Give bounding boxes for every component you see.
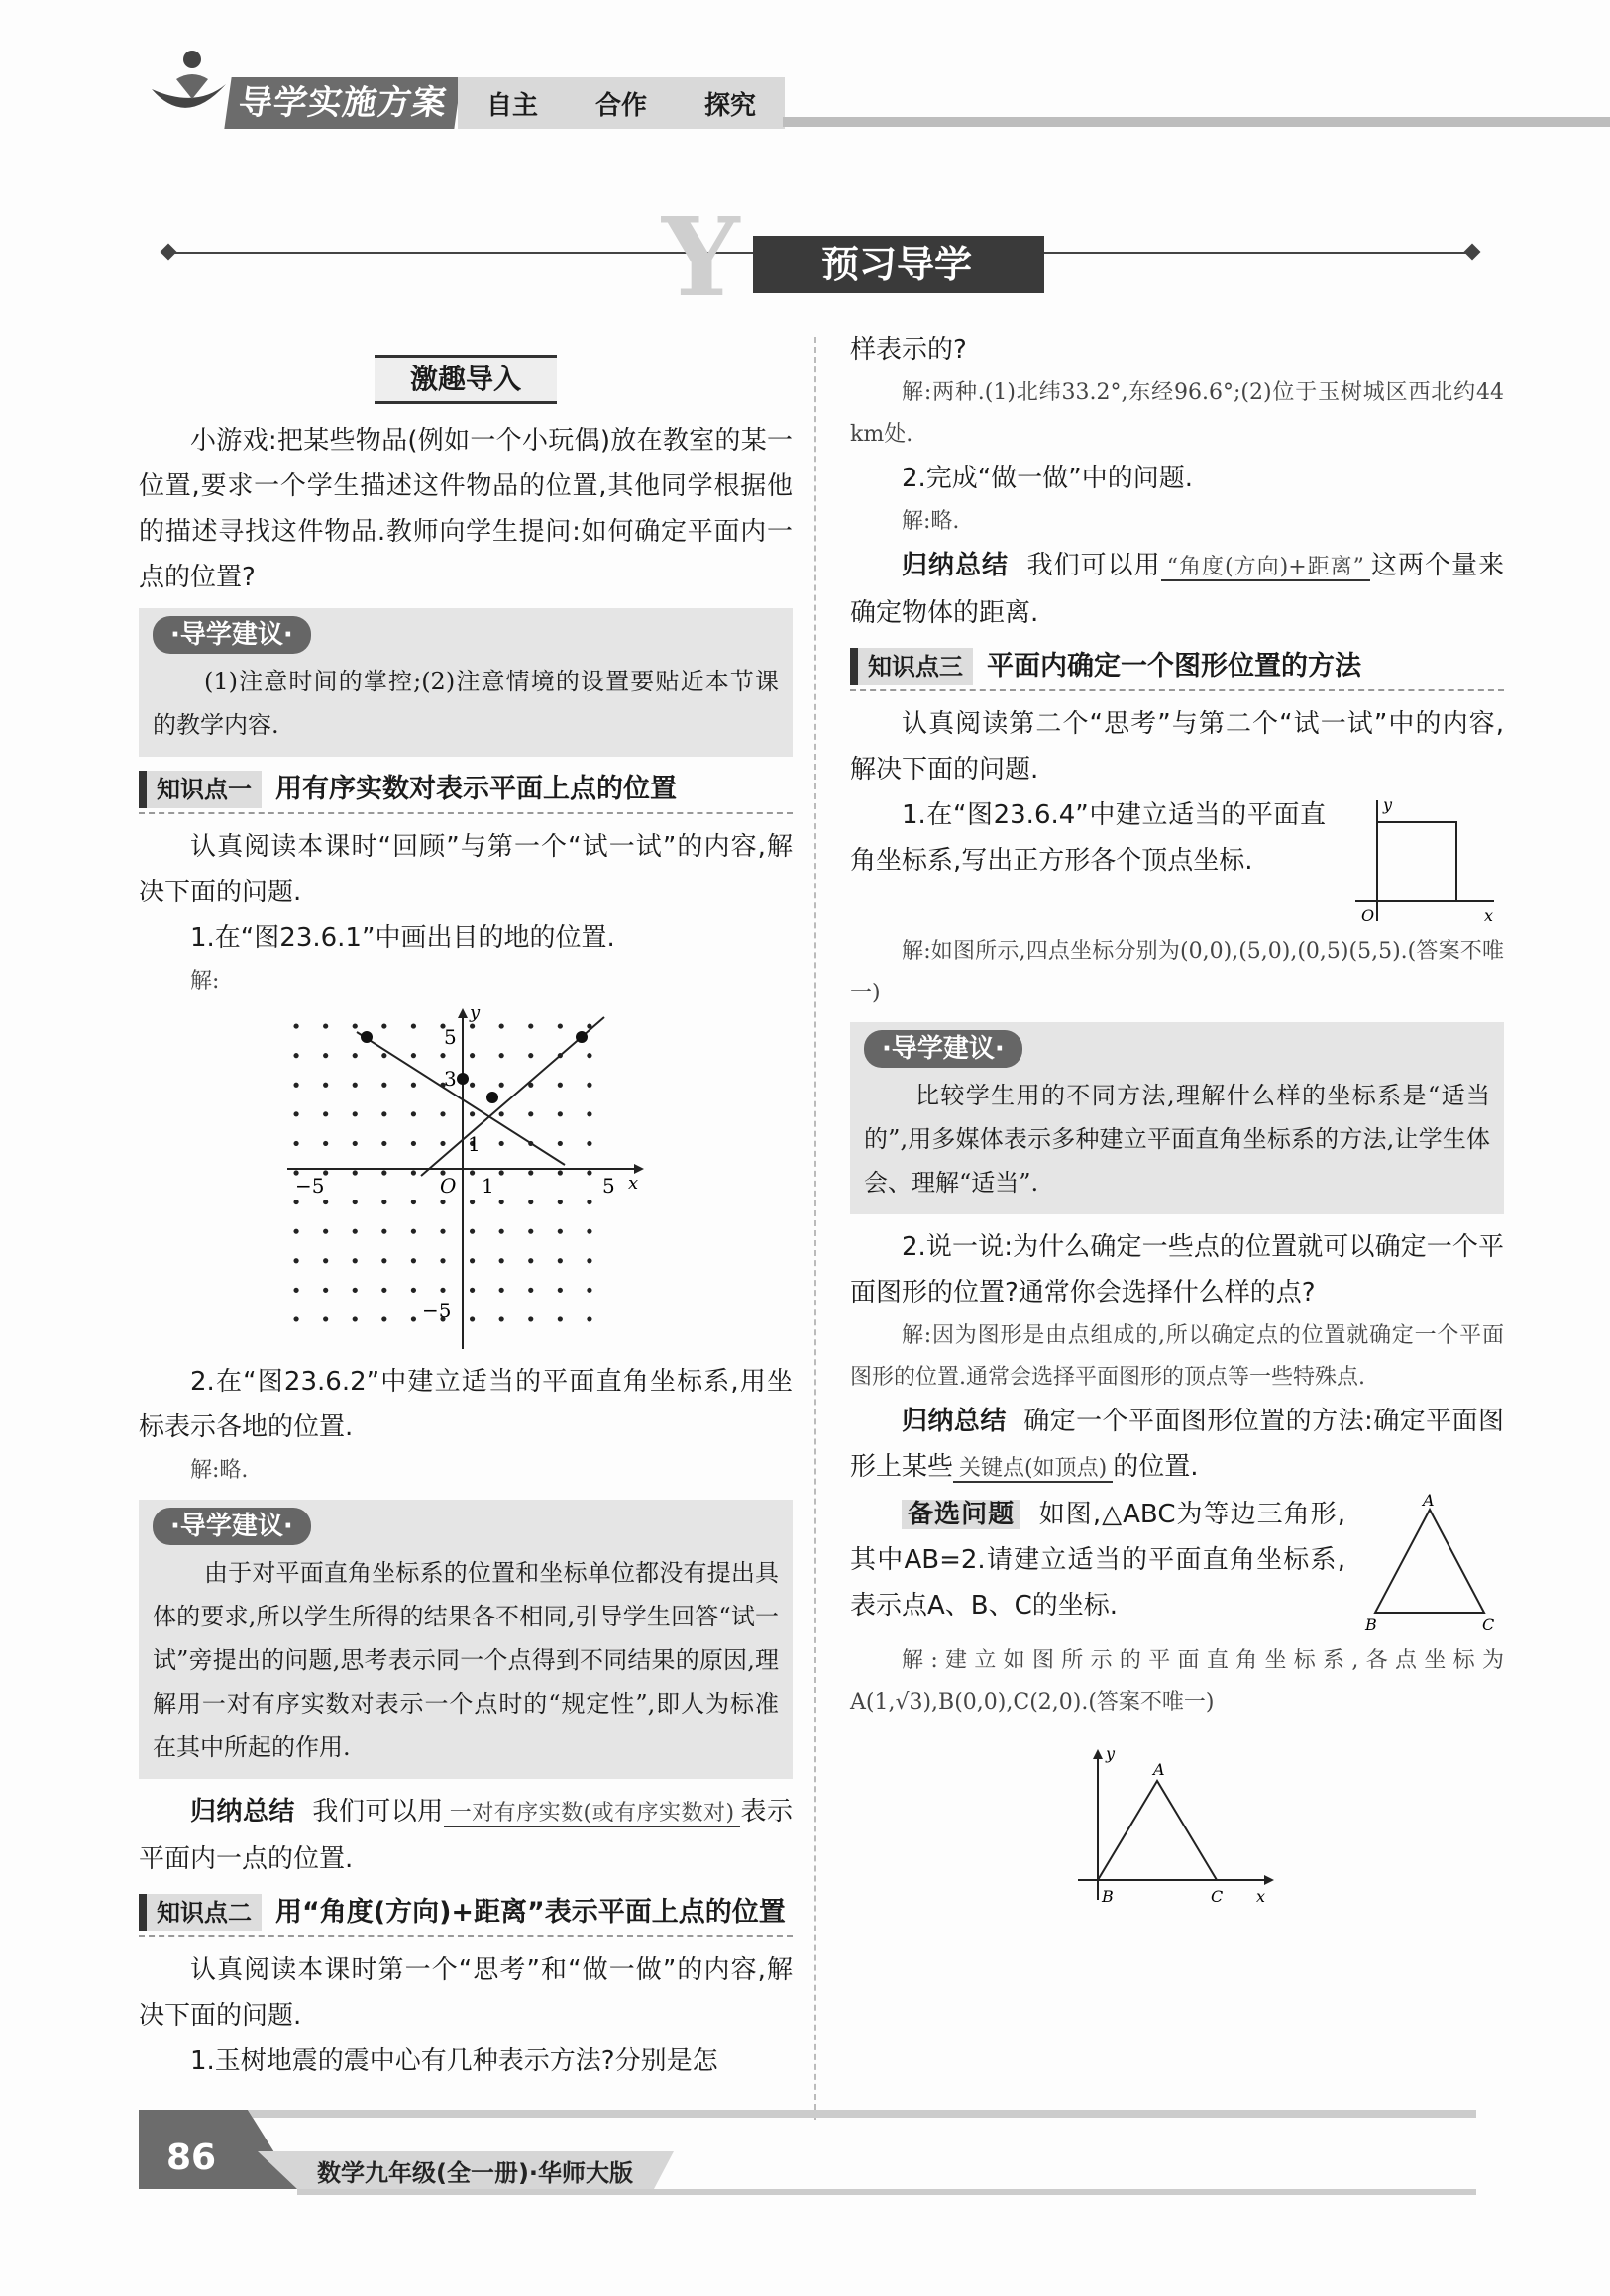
grid-dot xyxy=(411,1141,416,1146)
grid-dot xyxy=(323,1023,328,1028)
summary-fill: “角度(方向)+距离” xyxy=(1161,555,1370,581)
grid-dot xyxy=(411,1200,416,1204)
summary: 归纳总结 我们可以用 一对有序实数(或有序实数对) 表示平面内一点的位置. xyxy=(139,1797,793,1874)
grid-dot xyxy=(587,1288,591,1293)
grid-dot xyxy=(440,1200,445,1204)
grid-dot xyxy=(558,1288,563,1293)
grid-dot xyxy=(558,1316,563,1321)
y-axis-label: y xyxy=(470,1002,481,1023)
grid-dot xyxy=(353,1053,358,1058)
grid-dot xyxy=(470,1258,475,1263)
grid-dot xyxy=(528,1258,533,1263)
grid-dot xyxy=(470,1023,475,1028)
extra-question: 备选问题 如图,△ABC为等边三角形,其中AB=2.请建立适当的平面直角坐标系,表示点A、B、C的坐标. xyxy=(850,1500,1345,1620)
x-axis-label: x xyxy=(1256,1887,1266,1906)
grid-dot xyxy=(323,1141,328,1146)
grid-dot xyxy=(353,1288,358,1293)
page-number: 86 xyxy=(166,2138,217,2178)
grid-dot xyxy=(411,1288,416,1293)
answer: 解:建立如图所示的平面直角坐标系,各点坐标为A(1,√3),B(0,0),C(2,0).(答案不唯一) xyxy=(850,1648,1504,1715)
logo xyxy=(147,40,236,129)
tip-box xyxy=(139,608,793,757)
grid-dot xyxy=(323,1083,328,1088)
grid-dot xyxy=(499,1258,504,1263)
origin-label: O xyxy=(1361,906,1375,925)
grid-dot xyxy=(558,1083,563,1088)
grid-dot xyxy=(411,1258,416,1263)
book-title: 数学九年级(全一册)·华师大版 xyxy=(317,2159,634,2187)
origin-label: O xyxy=(440,1174,457,1198)
vertex-label: A xyxy=(1153,1760,1165,1779)
grid-dot xyxy=(411,1111,416,1116)
triangle-figure xyxy=(1355,1492,1504,1640)
grid-dot xyxy=(587,1316,591,1321)
grid-dot xyxy=(411,1229,416,1234)
y-axis-arrow xyxy=(458,1008,468,1018)
answer: 解:略. xyxy=(902,509,960,534)
marked-point xyxy=(457,1073,469,1085)
left-column xyxy=(139,347,793,2084)
summary: 归纳总结 我们可以用 “角度(方向)+距离” 这两个量来确定物体的距离. xyxy=(850,551,1504,628)
marked-point xyxy=(486,1092,498,1103)
read-instruction: 认真阅读本课时第一个“思考”和“做一做”的内容,解决下面的问题. xyxy=(139,1955,793,2031)
grid-dot xyxy=(499,1141,504,1146)
grid-dot xyxy=(411,1053,416,1058)
grid-dot xyxy=(381,1141,386,1146)
square xyxy=(1377,822,1456,901)
question: 1.玉树地震的震中心有几种表示方法?分别是怎 xyxy=(190,2046,718,2076)
banner-dot xyxy=(161,244,177,261)
header-tag: 合作 xyxy=(594,90,647,121)
grid-dot xyxy=(528,1288,533,1293)
grid-dot xyxy=(528,1111,533,1116)
tip-tag: ·导学建议· xyxy=(153,1508,311,1545)
tip-tag: ·导学建议· xyxy=(864,1030,1022,1068)
grid-dot xyxy=(470,1229,475,1234)
grid-dot xyxy=(470,1288,475,1293)
grid-dot xyxy=(470,1111,475,1116)
grid-dot xyxy=(558,1258,563,1263)
tip-tag: ·导学建议· xyxy=(153,616,311,654)
grid-dot xyxy=(323,1229,328,1234)
summary-fill: 一对有序实数(或有序实数对) xyxy=(444,1801,740,1827)
knowledge-point-heading xyxy=(139,1890,793,1937)
grid-dot xyxy=(323,1316,328,1321)
column-divider xyxy=(814,337,816,2120)
q1-with-figure xyxy=(850,792,1504,931)
grid-dot xyxy=(381,1316,386,1321)
grid-dot xyxy=(470,1200,475,1204)
grid-dot xyxy=(381,1023,386,1028)
tip-text: (1)注意时间的掌控;(2)注意情境的设置要贴近本节课的教学内容. xyxy=(153,668,779,739)
triangle xyxy=(1098,1781,1217,1880)
intro-heading: 激趣导入 xyxy=(139,355,793,404)
grid-dot xyxy=(558,1023,563,1028)
vertex-label: C xyxy=(1211,1887,1224,1906)
banner-bar xyxy=(1038,236,1044,293)
grid-dot xyxy=(353,1170,358,1175)
grid-dot xyxy=(293,1111,298,1116)
tip-box xyxy=(850,1022,1504,1214)
grid-dot xyxy=(440,1288,445,1293)
kp-title: 平面内确定一个图形位置的方法 xyxy=(987,651,1361,681)
grid-dot xyxy=(587,1053,591,1058)
grid-dot xyxy=(411,1316,416,1321)
x-axis-label: x xyxy=(628,1173,639,1194)
grid-dot xyxy=(353,1200,358,1204)
extra-problem xyxy=(850,1492,1504,1640)
grid-dot xyxy=(558,1141,563,1146)
grid-dot xyxy=(587,1229,591,1234)
grid-dot xyxy=(353,1083,358,1088)
grid-dot xyxy=(587,1170,591,1175)
answer: 解:两种.(1)北纬33.2°,东经96.6°;(2)位于玉树城区西北约44 km处. xyxy=(850,380,1504,447)
line-descending xyxy=(357,1032,565,1165)
grid-dot xyxy=(499,1288,504,1293)
intro-text: 小游戏:把某些物品(例如一个小玩偶)放在教室的某一位置,要求一个学生描述这件物品的位置,其他同学根据他的描述寻找这件物品.教师向学生提问:如何确定平面内一点的位置? xyxy=(139,426,793,592)
vertex-label: B xyxy=(1102,1887,1114,1906)
tip-text: 比较学生用的不同方法,理解什么样的坐标系是“适当的”,用多媒体表示多种建立平面直角坐标系的方法,让学生体会、理解“适当”. xyxy=(864,1082,1490,1197)
extra-tag: 备选问题 xyxy=(902,1500,1020,1529)
footer xyxy=(0,2100,1610,2296)
tick-label: 5 xyxy=(444,1025,457,1049)
triangle-coordinate-figure xyxy=(850,1743,1504,1922)
grid-dot xyxy=(293,1316,298,1321)
summary-fill: 关键点(如顶点) xyxy=(953,1456,1113,1483)
grid-dot xyxy=(470,1316,475,1321)
grid-dot xyxy=(353,1141,358,1146)
kp-tag: 知识点二 xyxy=(139,1894,262,1931)
grid-dot xyxy=(528,1170,533,1175)
vertex-label: A xyxy=(1423,1492,1435,1510)
grid-dot xyxy=(587,1083,591,1088)
marked-point xyxy=(361,1031,373,1043)
grid-dot xyxy=(587,1200,591,1204)
grid-dot xyxy=(440,1111,445,1116)
marked-point xyxy=(576,1031,588,1043)
header-title: 导学实施方案 xyxy=(224,77,461,129)
knowledge-point-heading xyxy=(850,644,1504,691)
grid-dot xyxy=(293,1023,298,1028)
grid-dot xyxy=(323,1111,328,1116)
grid-dot xyxy=(293,1229,298,1234)
grid-dot xyxy=(470,1053,475,1058)
grid-dot xyxy=(381,1258,386,1263)
header-tag: 自主 xyxy=(485,90,538,121)
tick-label: 5 xyxy=(602,1174,615,1198)
question: 2.说一说:为什么确定一些点的位置就可以确定一个平面图形的位置?通常你会选择什么样的点? xyxy=(850,1232,1504,1307)
grid-dot xyxy=(528,1229,533,1234)
grid-dot xyxy=(440,1229,445,1234)
question: 2.完成“做一做”中的问题. xyxy=(902,464,1194,493)
tick-label: 1 xyxy=(468,1132,481,1156)
grid-dot xyxy=(558,1200,563,1204)
x-axis-label: x xyxy=(1484,906,1494,925)
grid-dot xyxy=(558,1170,563,1175)
answer: 解:因为图形是由点组成的,所以确定点的位置就确定一个平面图形的位置.通常会选择平面图形的顶点等一些特殊点. xyxy=(850,1323,1504,1390)
grid-dot xyxy=(587,1258,591,1263)
grid-dot xyxy=(353,1023,358,1028)
grid-dot xyxy=(470,1083,475,1088)
grid-dot xyxy=(528,1053,533,1058)
grid-dot xyxy=(323,1200,328,1204)
tick-label: 3 xyxy=(444,1067,457,1091)
banner-letter: Y xyxy=(662,193,740,321)
tick-label: −5 xyxy=(295,1174,325,1198)
grid-dot xyxy=(293,1200,298,1204)
grid-dot xyxy=(293,1258,298,1263)
grid-dot xyxy=(499,1083,504,1088)
question-continued: 样表示的? xyxy=(850,335,967,365)
grid-dot xyxy=(499,1023,504,1028)
grid-dot xyxy=(440,1141,445,1146)
section-title: 预习导学 xyxy=(753,236,1040,293)
grid-dot xyxy=(353,1111,358,1116)
question: 1.在“图23.6.4”中建立适当的平面直角坐标系,写出正方形各个顶点坐标. xyxy=(850,800,1326,876)
grid-dot xyxy=(381,1200,386,1204)
grid-dot xyxy=(499,1316,504,1321)
answer: 解:略. xyxy=(190,1458,249,1483)
question: 2.在“图23.6.2”中建立适当的平面直角坐标系,用坐标表示各地的位置. xyxy=(139,1367,793,1442)
tick-label: 1 xyxy=(482,1174,494,1198)
grid-dot xyxy=(381,1111,386,1116)
header-tags xyxy=(458,77,785,129)
grid-dot xyxy=(528,1023,533,1028)
tick-label: −5 xyxy=(422,1299,452,1322)
grid-dot xyxy=(353,1258,358,1263)
read-instruction: 认真阅读本课时“回顾”与第一个“试一试”的内容,解决下面的问题. xyxy=(139,832,793,907)
grid-dot xyxy=(440,1053,445,1058)
grid-dot xyxy=(323,1053,328,1058)
grid-dot xyxy=(381,1288,386,1293)
grid-dot xyxy=(381,1053,386,1058)
grid-dot xyxy=(558,1111,563,1116)
header-tag: 探究 xyxy=(703,90,756,121)
grid-dot xyxy=(499,1200,504,1204)
grid-dot xyxy=(411,1023,416,1028)
question: 1.在“图23.6.1”中画出目的地的位置. xyxy=(190,923,615,953)
square-figure xyxy=(1336,792,1504,931)
grid-dot xyxy=(558,1229,563,1234)
grid-dot xyxy=(499,1111,504,1116)
banner-dot xyxy=(1464,244,1481,261)
grid-dot xyxy=(470,1170,475,1175)
answer: 解:如图所示,四点坐标分别为(0,0),(5,0),(0,5)(5,5).(答案不唯一) xyxy=(850,939,1504,1005)
vertex-label: C xyxy=(1482,1616,1495,1634)
grid-dot xyxy=(353,1229,358,1234)
summary: 归纳总结 确定一个平面图形位置的方法:确定平面图形上某些 关键点(如顶点) 的位置. xyxy=(850,1407,1504,1482)
dot-grid-figure xyxy=(139,1002,793,1359)
answer: 解: xyxy=(190,969,220,993)
grid-dot xyxy=(323,1258,328,1263)
y-axis-label: y xyxy=(1383,795,1393,814)
grid-dots xyxy=(293,1023,591,1321)
grid-dot xyxy=(353,1316,358,1321)
kp-tag: 知识点一 xyxy=(139,771,262,808)
grid-dot xyxy=(411,1083,416,1088)
knowledge-point-heading xyxy=(139,767,793,814)
y-axis-label: y xyxy=(1106,1744,1116,1763)
grid-dot xyxy=(440,1258,445,1263)
grid-dot xyxy=(293,1288,298,1293)
grid-dot xyxy=(499,1170,504,1175)
kp-title: 用有序实数对表示平面上点的位置 xyxy=(275,774,677,804)
grid-dot xyxy=(499,1229,504,1234)
kp-tag: 知识点三 xyxy=(850,648,973,685)
grid-dot xyxy=(499,1053,504,1058)
grid-dot xyxy=(293,1053,298,1058)
kp-title: 用“角度(方向)+距离”表示平面上点的位置 xyxy=(275,1897,786,1928)
tip-box xyxy=(139,1500,793,1779)
grid-dot xyxy=(293,1083,298,1088)
right-column xyxy=(850,327,1504,1922)
vertex-label: B xyxy=(1365,1616,1377,1634)
grid-dot xyxy=(587,1111,591,1116)
grid-dot xyxy=(381,1083,386,1088)
grid-dot xyxy=(587,1141,591,1146)
read-instruction: 认真阅读第二个“思考”与第二个“试一试”中的内容,解决下面的问题. xyxy=(850,709,1504,784)
grid-dot xyxy=(528,1200,533,1204)
grid-dot xyxy=(411,1170,416,1175)
x-axis-arrow xyxy=(1264,1875,1274,1885)
grid-dot xyxy=(381,1229,386,1234)
grid-dot xyxy=(528,1316,533,1321)
grid-dot xyxy=(323,1288,328,1293)
tip-text: 由于对平面直角坐标系的位置和坐标单位都没有提出具体的要求,所以学生所得的结果各不相同,引导学生回答“试一试”旁提出的问题,思考表示同一个点得到不同结果的原因,理解用一对有序实数对表示一个点时的“规定性”,即人为标准在其中所起的作用. xyxy=(153,1559,779,1761)
grid-dot xyxy=(293,1141,298,1146)
triangle xyxy=(1375,1510,1484,1613)
header-rule xyxy=(783,117,1610,127)
grid-dot xyxy=(381,1170,386,1175)
y-axis-arrow xyxy=(1093,1749,1103,1759)
